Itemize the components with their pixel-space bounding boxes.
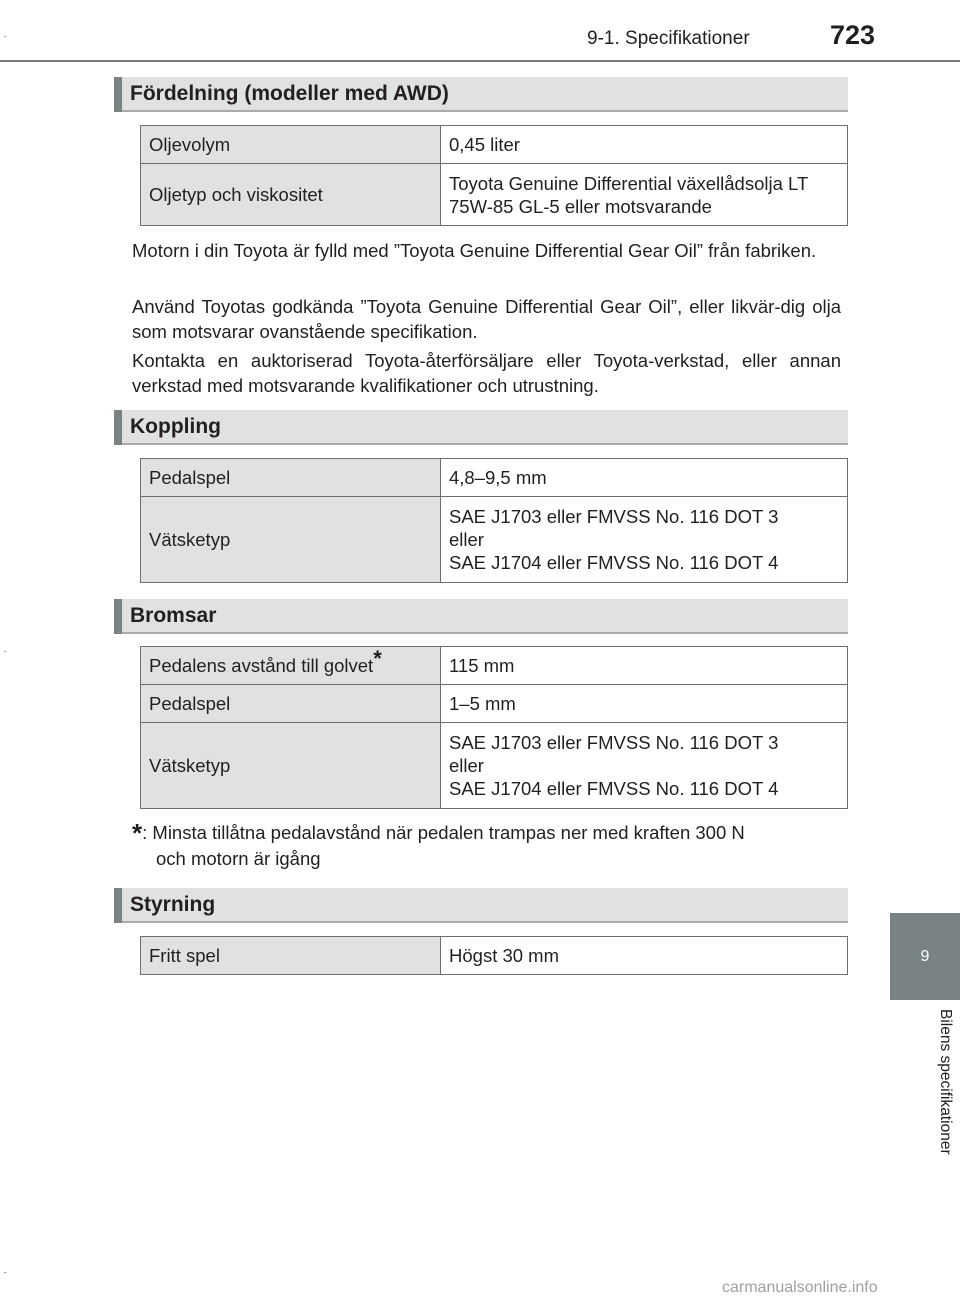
table-row [141, 647, 848, 685]
section-title-bromsar: Bromsar [130, 604, 217, 627]
spec-key: Vätsketyp [141, 723, 441, 809]
spec-value-line: 75W-85 GL-5 eller motsvarande [449, 195, 712, 217]
spec-value [441, 497, 848, 583]
footnote [132, 820, 842, 871]
chapter-label: Bilens specifikationer [937, 1009, 954, 1155]
section-title-fordelning: Fördelning (modeller med AWD) [130, 82, 449, 105]
spec-value: 1–5 mm [441, 685, 848, 723]
spec-key-text: Pedalens avstånd till golvet [149, 655, 374, 676]
spec-value-line: SAE J1703 eller FMVSS No. 116 DOT 3 [449, 506, 779, 527]
spec-table-styrning [140, 936, 848, 975]
spec-value: Högst 30 mm [441, 937, 848, 975]
page-header [0, 0, 960, 64]
table-row [141, 459, 848, 497]
spec-key: Oljetyp och viskositet [141, 164, 441, 226]
chapter-tab-number [890, 913, 960, 1000]
crop-mark [4, 1272, 6, 1273]
spec-value-line: SAE J1703 eller FMVSS No. 116 DOT 3 [449, 732, 779, 753]
chapter-tab-label [890, 1003, 960, 1203]
table-row [141, 937, 848, 975]
spec-value-line: SAE J1704 eller FMVSS No. 116 DOT 4 [449, 778, 779, 799]
section-title-koppling: Koppling [130, 415, 221, 438]
section-title-styrning: Styrning [130, 893, 216, 916]
table-row [141, 164, 848, 226]
section-heading-bromsar [114, 599, 848, 634]
section-heading-koppling [114, 410, 848, 445]
spec-key [141, 647, 441, 685]
spec-value: 4,8–9,5 mm [441, 459, 848, 497]
table-row [141, 126, 848, 164]
footnote-marker: * [132, 818, 143, 848]
header-divider [0, 60, 960, 62]
spec-value: 115 mm [441, 647, 848, 685]
crop-mark [4, 651, 6, 652]
page-number: 723 [830, 20, 876, 50]
section-heading-fordelning [114, 77, 848, 112]
spec-key: Vätsketyp [141, 497, 441, 583]
spec-table-bromsar [140, 646, 848, 809]
table-row [141, 497, 848, 583]
spec-value-line: eller [449, 529, 484, 550]
body-paragraph: Motorn i din Toyota är fylld med ”Toyota Genuine Differential Gear Oil” från fabriken. [132, 240, 817, 261]
spec-table-fordelning [140, 125, 848, 226]
spec-value [441, 164, 848, 226]
section-title: 9-1. Specifikationer [587, 28, 750, 49]
footnote-text: : Minsta tillåtna pedalavstånd när pedalen trampas ner med kraften 300 N [142, 822, 745, 843]
table-row [141, 723, 848, 809]
table-row [141, 685, 848, 723]
footnote-text-continued: och motorn är igång [156, 848, 321, 869]
body-paragraph: Kontakta en auktoriserad Toyota-återförsäljare eller Toyota-verkstad, eller annan verkstad med motsvarande kvalifikationer och utrustning. [132, 350, 841, 396]
spec-key: Pedalspel [141, 685, 441, 723]
section-heading-styrning [114, 888, 848, 923]
spec-value [441, 723, 848, 809]
body-paragraph: Använd Toyotas godkända ”Toyota Genuine Differential Gear Oil”, eller likvär-dig olja som motsvarar ovanstående specifikation. [132, 296, 841, 342]
spec-value-line: eller [449, 755, 484, 776]
spec-key: Oljevolym [141, 126, 441, 164]
crop-mark [4, 36, 6, 37]
spec-value-line: SAE J1704 eller FMVSS No. 116 DOT 4 [449, 552, 779, 573]
spec-key: Pedalspel [141, 459, 441, 497]
spec-value-line: Toyota Genuine Differential växellådsolja LT [449, 172, 809, 194]
chapter-number: 9 [920, 947, 930, 965]
footnote-marker: * [373, 646, 382, 671]
spec-table-koppling [140, 458, 848, 583]
spec-value: 0,45 liter [441, 126, 848, 164]
spec-key: Fritt spel [141, 937, 441, 975]
watermark: carmanualsonline.info [722, 1279, 878, 1296]
